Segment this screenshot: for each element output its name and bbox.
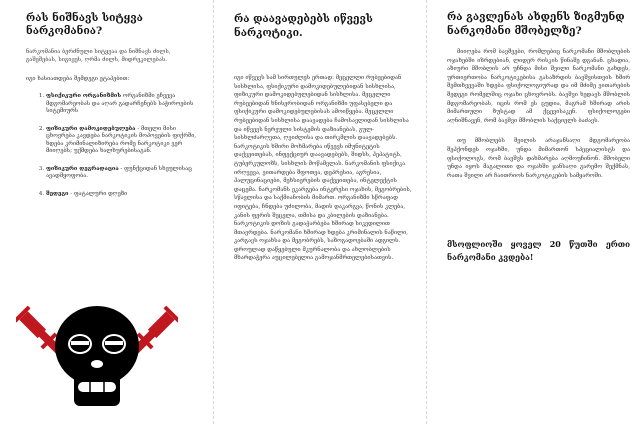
stages-intro: იგი ხასიათდება შემდეგი ეტაპებით: [26, 76, 130, 82]
stage-text: ორგანიზმი ეჩვევა მდგომარეობას და აღარ გადარჩენებს საჭიროების სიტემიურს [46, 93, 194, 114]
stage-item [46, 166, 197, 181]
stage-term: შედეგი [46, 190, 69, 197]
statistic-footer: მსოფლიოში ყოველ 20 წუთში ერთი ნარკომანი კვდება! [447, 239, 630, 263]
skull-syringes-logo [16, 288, 178, 416]
influence-paragraph-1: მიიღება რომ ბავშვები, რომლებიც ნარკომანი მშობლების ოჯახებში იზრდებიან, ლიდერ რისკის წინაშე დგანან. ცხადია, აზიური მშობლის არ უჩნდა მისი შვილი ნარკომანი გახდეს, ურთიერთობა ნარკოტიკებისა გასაზრდის ბავშვისთვის ხშირ შემთხვევაში ხდება ფსიქოლოგიურად და იმ მძიმე ვითარების შედეგი რომელშიც ოჯახი ცხოვრობს. ბავშვი ხედავს მშობლის მდგომარეობას, იცის რომ ეს ცუდია, მაგრამ ხშირად არის მიმართული ზუსტად ამ ქცევისაკენ. ფსიქოლოგები აღნიშნავენ, რომ ბავშვი მშობლის საქციელს ბაძავს. [447, 49, 630, 124]
definition-text: ნარკომანია ბერძნული სიტყვაა და ნიშნავს ძილს, გაშეშებას, სიგიჟეს, ღრმა ძილს, მიდრეკილებას. [26, 49, 171, 63]
stage-text: - ფატალური დღეზი [68, 190, 128, 197]
stage-text: - ფუნქციდან სხეულისაც ავადმყოფობა. [46, 165, 192, 179]
stage-text: - მთელი მისი ცხოვრება კავდება ნარკოტიკის მოპოვების ფიქრში, ხდება კრიმინალიზირება რომე ნარკოტიკი ვერ მიიღებს; უქმდება ხალხურებისაგან. [46, 125, 197, 154]
stage-term: ფსიქიკური ორგანიზმის [46, 93, 122, 99]
section-title-parent-influence: რა გავლენას ახდენს ზიგმუნდ ნარკომანი მშობელზე? [447, 11, 625, 37]
column-right [426, 0, 640, 424]
stage-term: ფიზიკური დამოკიდებულება [46, 125, 136, 132]
skull-icon [55, 306, 139, 406]
column-middle [213, 0, 426, 424]
section-title-what-is-drug-addiction: რას ნიშნავს სიტყვა ნარკომანია? [26, 12, 143, 37]
stage-item [46, 126, 197, 156]
stage-term: ფიზიკური დეგრადაცია [46, 165, 119, 172]
section-title-diseases: რა დაავადებებს იწვევს ნარკოტიკი. [234, 13, 373, 39]
stage-item [46, 191, 197, 199]
stages-list [26, 93, 197, 198]
influence-paragraph-2: თუ მშობლებს შვილის არაჯანსაღი მდგომარეობა შეჰქონდეს ოჯახში, უნდა მიმართონ სპეციალისტს და ფსიქოლოგს, რომ ბავშვს დახმარება აღმოუჩინონ. მშობელი უნდა იყოს მაგალითი და ოჯახში ჯანსაღი გარემო შექმნას, რათა შვილი არ ჩაითრიოს ნარკოტიკების სამყაროში. [447, 138, 630, 179]
diseases-body-text: იგი იწვევს სამ სირთულეს ერთად: მეცელლი რუბეებიდან სისხლისა, ფსიქიკური დამოკიდებულებიდან სისხლისა, ფიზიკური დამოკიდებულებიდან სისხლისა. მეცელლი რუბეებიდან ხნისერობიდან ორგანიზმი უფასებელი და ფსიქიკური დამოკიდებულებისას ამოიწყება. მეცელლი რუბეებიდან სისხლისა დაავადება ჩამოსავლიდან სისხლისა და იწვევს ნერვული სისტემის დაზიანებას, გულ-სისხლძარღვთა, ღვიძლისა და თირკმლის დაავადებებს. ნარკოტიკის ხშირი მოხმარება იწვევს იმუნიტეტის დაქვეითებას, ინფექციურ დაავადებებს, შიდსს, ჰეპატიტს, ტუბერკულოზს, სისხლის მოწამვლას. ნარკომანის ფსიქიკა ირღვევა, ვითარდება შფოთვა, დეპრესია, აგრესია, ჰალუცინაციები, მეხსიერების დაქვეითება, ინტელექტის დაცემა. ნარკომანს ეკარგება ინტერესი ოჯახის, მეგობრების, სწავლისა და საქმიანობის მიმართ. ორგანიზმი სწრაფად იფიტება, ჩნდება უძილობა, მადის დაკარგვა, წონის კლება, კანის ფერის შეცვლა, თმისა და კბილების დაზიანება. ნარკოტიკის დოზის გადაჭარბება ხშირად სიკვდილით მთავრდება. ნარკომანი ხშირად ხდება კრიმინალის ნაწილი, კარგავს ოჯახსა და მეგობრებს, საზოგადოებაში ადგილს. დროულად დაწყებული მკურნალობა და ახლობლების მხარდაჭერა აუცილებელია გამოჯანმრთელებისათვის. [234, 75, 412, 262]
stage-item [46, 93, 197, 116]
